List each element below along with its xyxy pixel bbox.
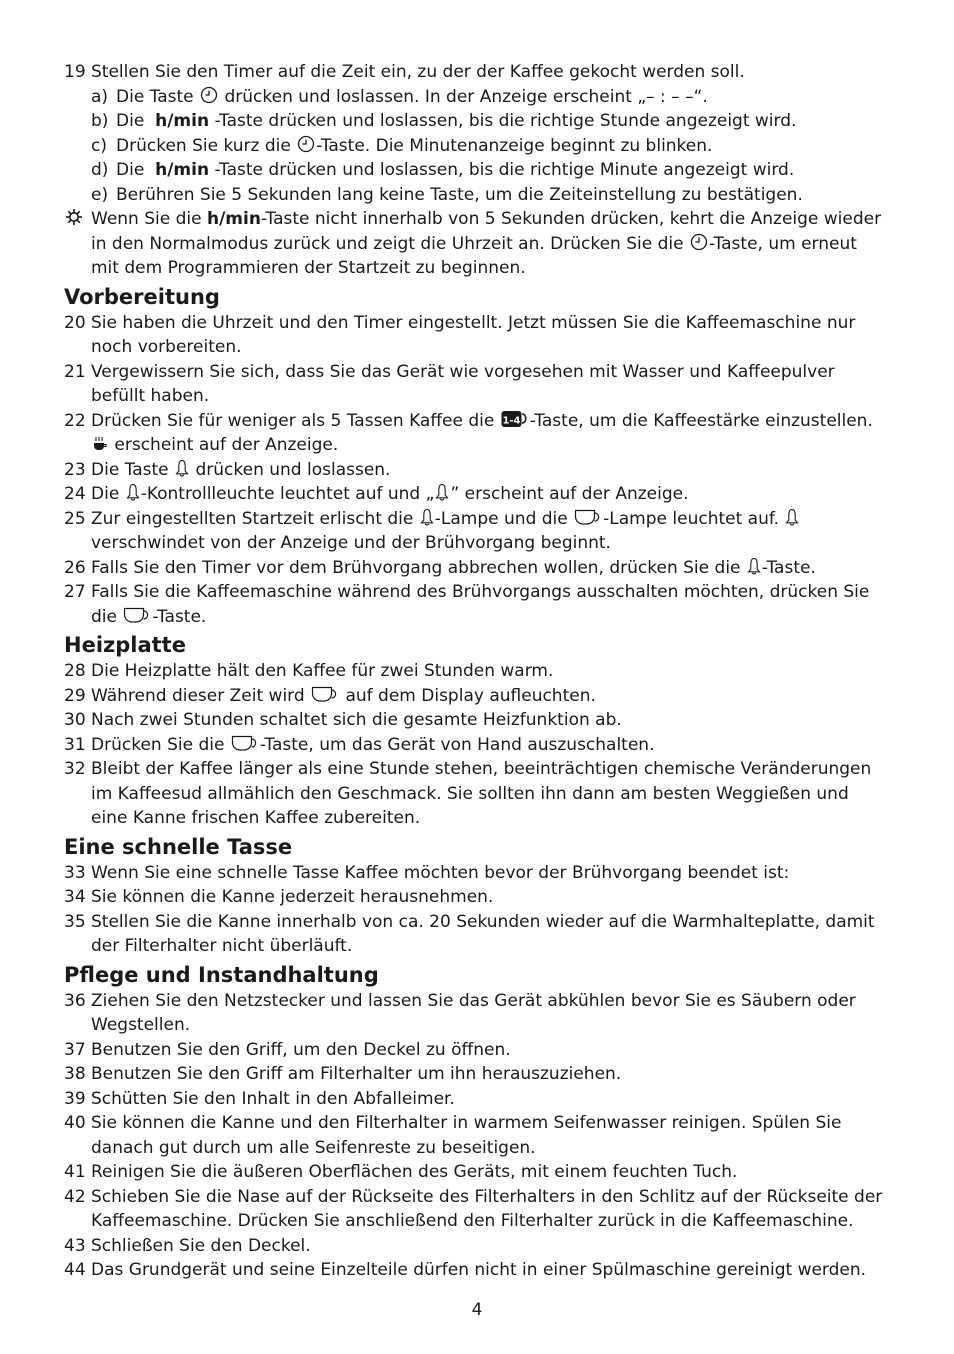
list-item: 27 Falls Sie die Kaffeemaschine während des Brühvorgangs ausschalten möchten, drücken Sie die -Taste. [64, 582, 870, 627]
list-item: 20 Sie haben die Uhrzeit und den Timer eingestellt. Jetzt müssen Sie die Kaffeemaschine nur noch vorbereiten. [64, 312, 856, 357]
list-item: 39 Schütten Sie den Inhalt in den Abfalleimer. [64, 1088, 455, 1109]
list-item: 26 Falls Sie den Timer vor dem Brühvorgang abbrechen wollen, drücken Sie die -Taste. [64, 557, 816, 578]
list-item: 43 Schließen Sie den Deckel. [64, 1235, 311, 1256]
list-item: 28 Die Heizplatte hält den Kaffee für zwei Stunden warm. [64, 661, 554, 681]
list-item: 29 Während dieser Zeit wird auf dem Display aufleuchten. [64, 685, 596, 706]
sub-item: a) Die Taste drücken und loslassen. In der Anzeige erscheint „– : – –“. [91, 86, 708, 107]
list-item: 42 Schieben Sie die Nase auf der Rückseite des Filterhalters in den Schlitz auf der Rückseite der Kaffeemaschine. Drücken Sie anschließend den Filterhalter zurück in die Kaffeemaschine. [64, 1186, 883, 1231]
list-item: 19 Stellen Sie den Timer auf die Zeit ein, zu der der Kaffee gekocht werden soll. [64, 62, 745, 82]
bell-icon [785, 508, 799, 526]
strength-1-4-icon [501, 410, 529, 428]
bell-icon [420, 508, 434, 526]
section-heading: Pflege und Instandhaltung [64, 962, 379, 987]
section-heading: Heizplatte [64, 633, 186, 657]
list-item: 37 Benutzen Sie den Griff, um den Deckel zu öffnen. [64, 1039, 511, 1060]
sub-item: c) Drücken Sie kurz die -Taste. Die Minutenanzeige beginnt zu blinken. [91, 135, 713, 156]
bell-icon [435, 483, 449, 501]
list-item: 30 Nach zwei Stunden schaltet sich die gesamte Heizfunktion ab. [64, 710, 622, 730]
page-content [64, 60, 890, 1283]
bell-icon [126, 483, 140, 501]
list-item: 36 Ziehen Sie den Netzstecker und lassen Sie das Gerät abkühlen bevor Sie es Säubern oder Wegstellen. [64, 990, 856, 1035]
bell-icon [747, 557, 761, 575]
list-item: 22 Drücken Sie für weniger als 5 Tassen Kaffee die 1-4 -Taste, um die Kaffeestärke einzustellen. erscheint auf der Anzeige. [64, 410, 873, 455]
list-item: 40 Sie können die Kanne und den Filterhalter in warmem Seifenwasser reinigen. Spülen Sie danach gut durch um alle Seifenreste zu beseitigen. [64, 1113, 842, 1158]
sun-tip-icon [65, 208, 83, 226]
list-item: 44 Das Grundgerät und seine Einzelteile dürfen nicht in einer Spülmaschine gereinigt werden. [64, 1260, 867, 1280]
list-item: 24 Die -Kontrollleuchte leuchtet auf und „ ” erscheint auf der Anzeige. [64, 484, 689, 504]
bell-icon [175, 459, 189, 477]
section-heading: Eine schnelle Tasse [64, 834, 293, 859]
sub-item: b) Die h/min -Taste drücken und loslassen, bis die richtige Stunde angezeigt wird. [91, 111, 797, 131]
sub-item: e) Berühren Sie 5 Sekunden lang keine Taste, um die Zeiteinstellung zu bestätigen. [91, 184, 803, 205]
svg-text:1-4: 1-4 [502, 415, 521, 426]
cup-icon [311, 685, 339, 703]
list-item: 41 Reinigen Sie die äußeren Oberflächen des Geräts, mit einem feuchten Tuch. [64, 1162, 738, 1182]
sub-item: d) Die h/min -Taste drücken und loslassen, bis die richtige Minute angezeigt wird. [91, 160, 795, 180]
strong-cup-icon [92, 436, 108, 452]
list-item: 38 Benutzen Sie den Griff am Filterhalter um ihn herauszuziehen. [64, 1064, 622, 1084]
clock-icon [297, 135, 315, 153]
tip-note: Wenn Sie die h/min-Taste nicht innerhalb von 5 Sekunden drücken, kehrt die Anzeige wieder in den Normalmodus zurück und zeigt die Uhrzeit an. Drücken Sie die -Taste, um erneut mit dem Programmieren der Startzeit zu beginnen. [64, 207, 890, 281]
clock-icon [690, 233, 708, 251]
list-item: 21 Vergewissern Sie sich, dass Sie das Gerät wie vorgesehen mit Wasser und Kaffeepulver befüllt haben. [64, 361, 835, 406]
list-item: 25 Zur eingestellten Startzeit erlischt die -Lampe und die -Lampe leuchtet auf. verschwindet von der Anzeige und der Brühvorgang beginnt. [64, 507, 890, 556]
list-item: 33 Wenn Sie eine schnelle Tasse Kaffee möchten bevor der Brühvorgang beendet ist: [64, 862, 790, 883]
section-heading: Vorbereitung [64, 284, 220, 309]
clock-icon [200, 86, 218, 104]
list-item: 34 Sie können die Kanne jederzeit herausnehmen. [64, 887, 494, 907]
cup-icon [574, 508, 602, 526]
cup-icon [123, 606, 151, 624]
list-item: 31 Drücken Sie die -Taste, um das Gerät von Hand auszuschalten. [64, 734, 655, 755]
list-item: 35 Stellen Sie die Kanne innerhalb von ca. 20 Sekunden wieder auf die Warmhalteplatte, damit der Filterhalter nicht überläuft. [64, 911, 875, 956]
list-item: 32 Bleibt der Kaffee länger als eine Stunde stehen, beeinträchtigen chemische Veränderungen im Kaffeesud allmählich den Geschmack. Sie sollten ihn dann am besten Weggießen und eine Kanne frischen Kaffee zubereiten. [64, 759, 872, 828]
list-item: 23 Die Taste drücken und loslassen. [64, 459, 391, 480]
cup-icon [231, 734, 259, 752]
page-number: 4 [471, 1300, 483, 1320]
